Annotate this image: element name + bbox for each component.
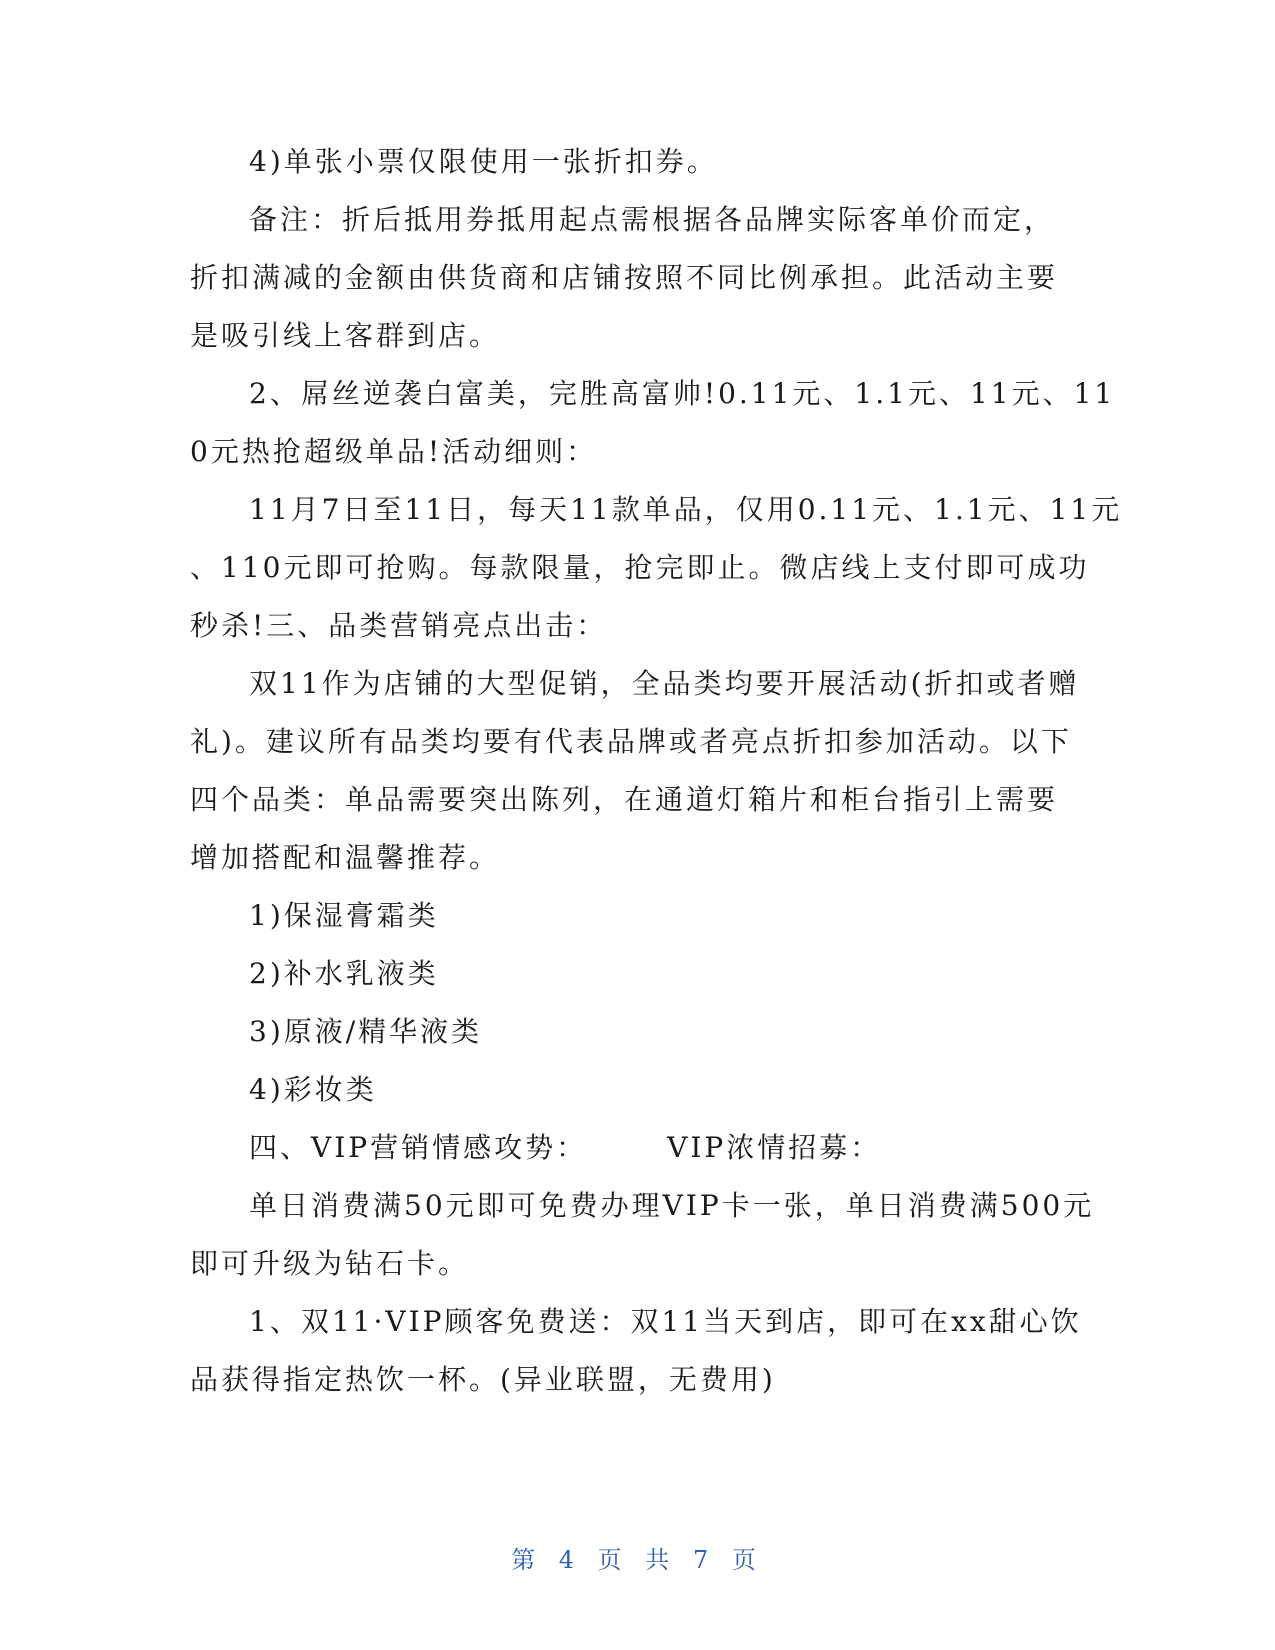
section-heading-vip-recruit: VIP浓情招募： bbox=[667, 1131, 882, 1164]
list-item-essence: 3)原液/精华液类 bbox=[249, 1015, 483, 1048]
list-item-moisturizing-cream: 1)保湿膏霜类 bbox=[249, 899, 439, 932]
paragraph-flash-sale-line-2: 0元热抢超级单品!活动细则： bbox=[190, 435, 598, 468]
paragraph-category-line-2: 礼)。建议所有品类均要有代表品牌或者亮点折扣参加活动。以下 bbox=[190, 725, 1072, 758]
paragraph-category-line-4: 增加搭配和温馨推荐。 bbox=[190, 841, 501, 874]
paragraph-vip-gift-line-1: 1、双11·VIP顾客免费送：双11当天到店，即可在xx甜心饮 bbox=[249, 1305, 1082, 1338]
paragraph-flash-sale-line-1: 2、屌丝逆袭白富美，完胜高富帅!0.11元、1.1元、11元、11 bbox=[249, 377, 1116, 410]
page-number-footer: 第 4 页 共 7 页 bbox=[511, 1546, 764, 1574]
list-item-hydrating-lotion: 2)补水乳液类 bbox=[249, 957, 439, 990]
paragraph-vip-line-2: 即可升级为钻石卡。 bbox=[190, 1247, 470, 1280]
paragraph-note-line-3: 是吸引线上客群到店。 bbox=[190, 319, 501, 352]
section-heading-vip-title: 四、VIP营销情感攻势： bbox=[249, 1131, 588, 1164]
paragraph-details-line-1: 11月7日至11日，每天11款单品，仅用0.11元、1.1元、11元 bbox=[249, 493, 1123, 526]
paragraph-vip-gift-line-2: 品获得指定热饮一杯。(异业联盟，无费用) bbox=[190, 1363, 776, 1396]
paragraph-note-line-1: 备注：折后抵用券抵用起点需根据各品牌实际客单价而定， bbox=[249, 203, 1056, 236]
paragraph-details-line-3: 秒杀!三、品类营销亮点出击： bbox=[190, 609, 608, 642]
list-item-makeup: 4)彩妆类 bbox=[249, 1073, 377, 1106]
list-item-single-receipt: 4)单张小票仅限使用一张折扣券。 bbox=[249, 145, 718, 178]
paragraph-category-line-1: 双11作为店铺的大型促销，全品类均要开展活动(折扣或者赠 bbox=[249, 667, 1080, 700]
paragraph-note-line-2: 折扣满减的金额由供货商和店铺按照不同比例承担。此活动主要 bbox=[190, 261, 1059, 294]
section-heading-vip bbox=[249, 1128, 881, 1168]
paragraph-details-line-2: 、110元即可抢购。每款限量，抢完即止。微店线上支付即可成功 bbox=[190, 551, 1090, 584]
paragraph-vip-line-1: 单日消费满50元即可免费办理VIP卡一张，单日消费满500元 bbox=[249, 1189, 1095, 1222]
paragraph-category-line-3: 四个品类：单品需要突出陈列，在通道灯箱片和柜台指引上需要 bbox=[190, 783, 1059, 816]
